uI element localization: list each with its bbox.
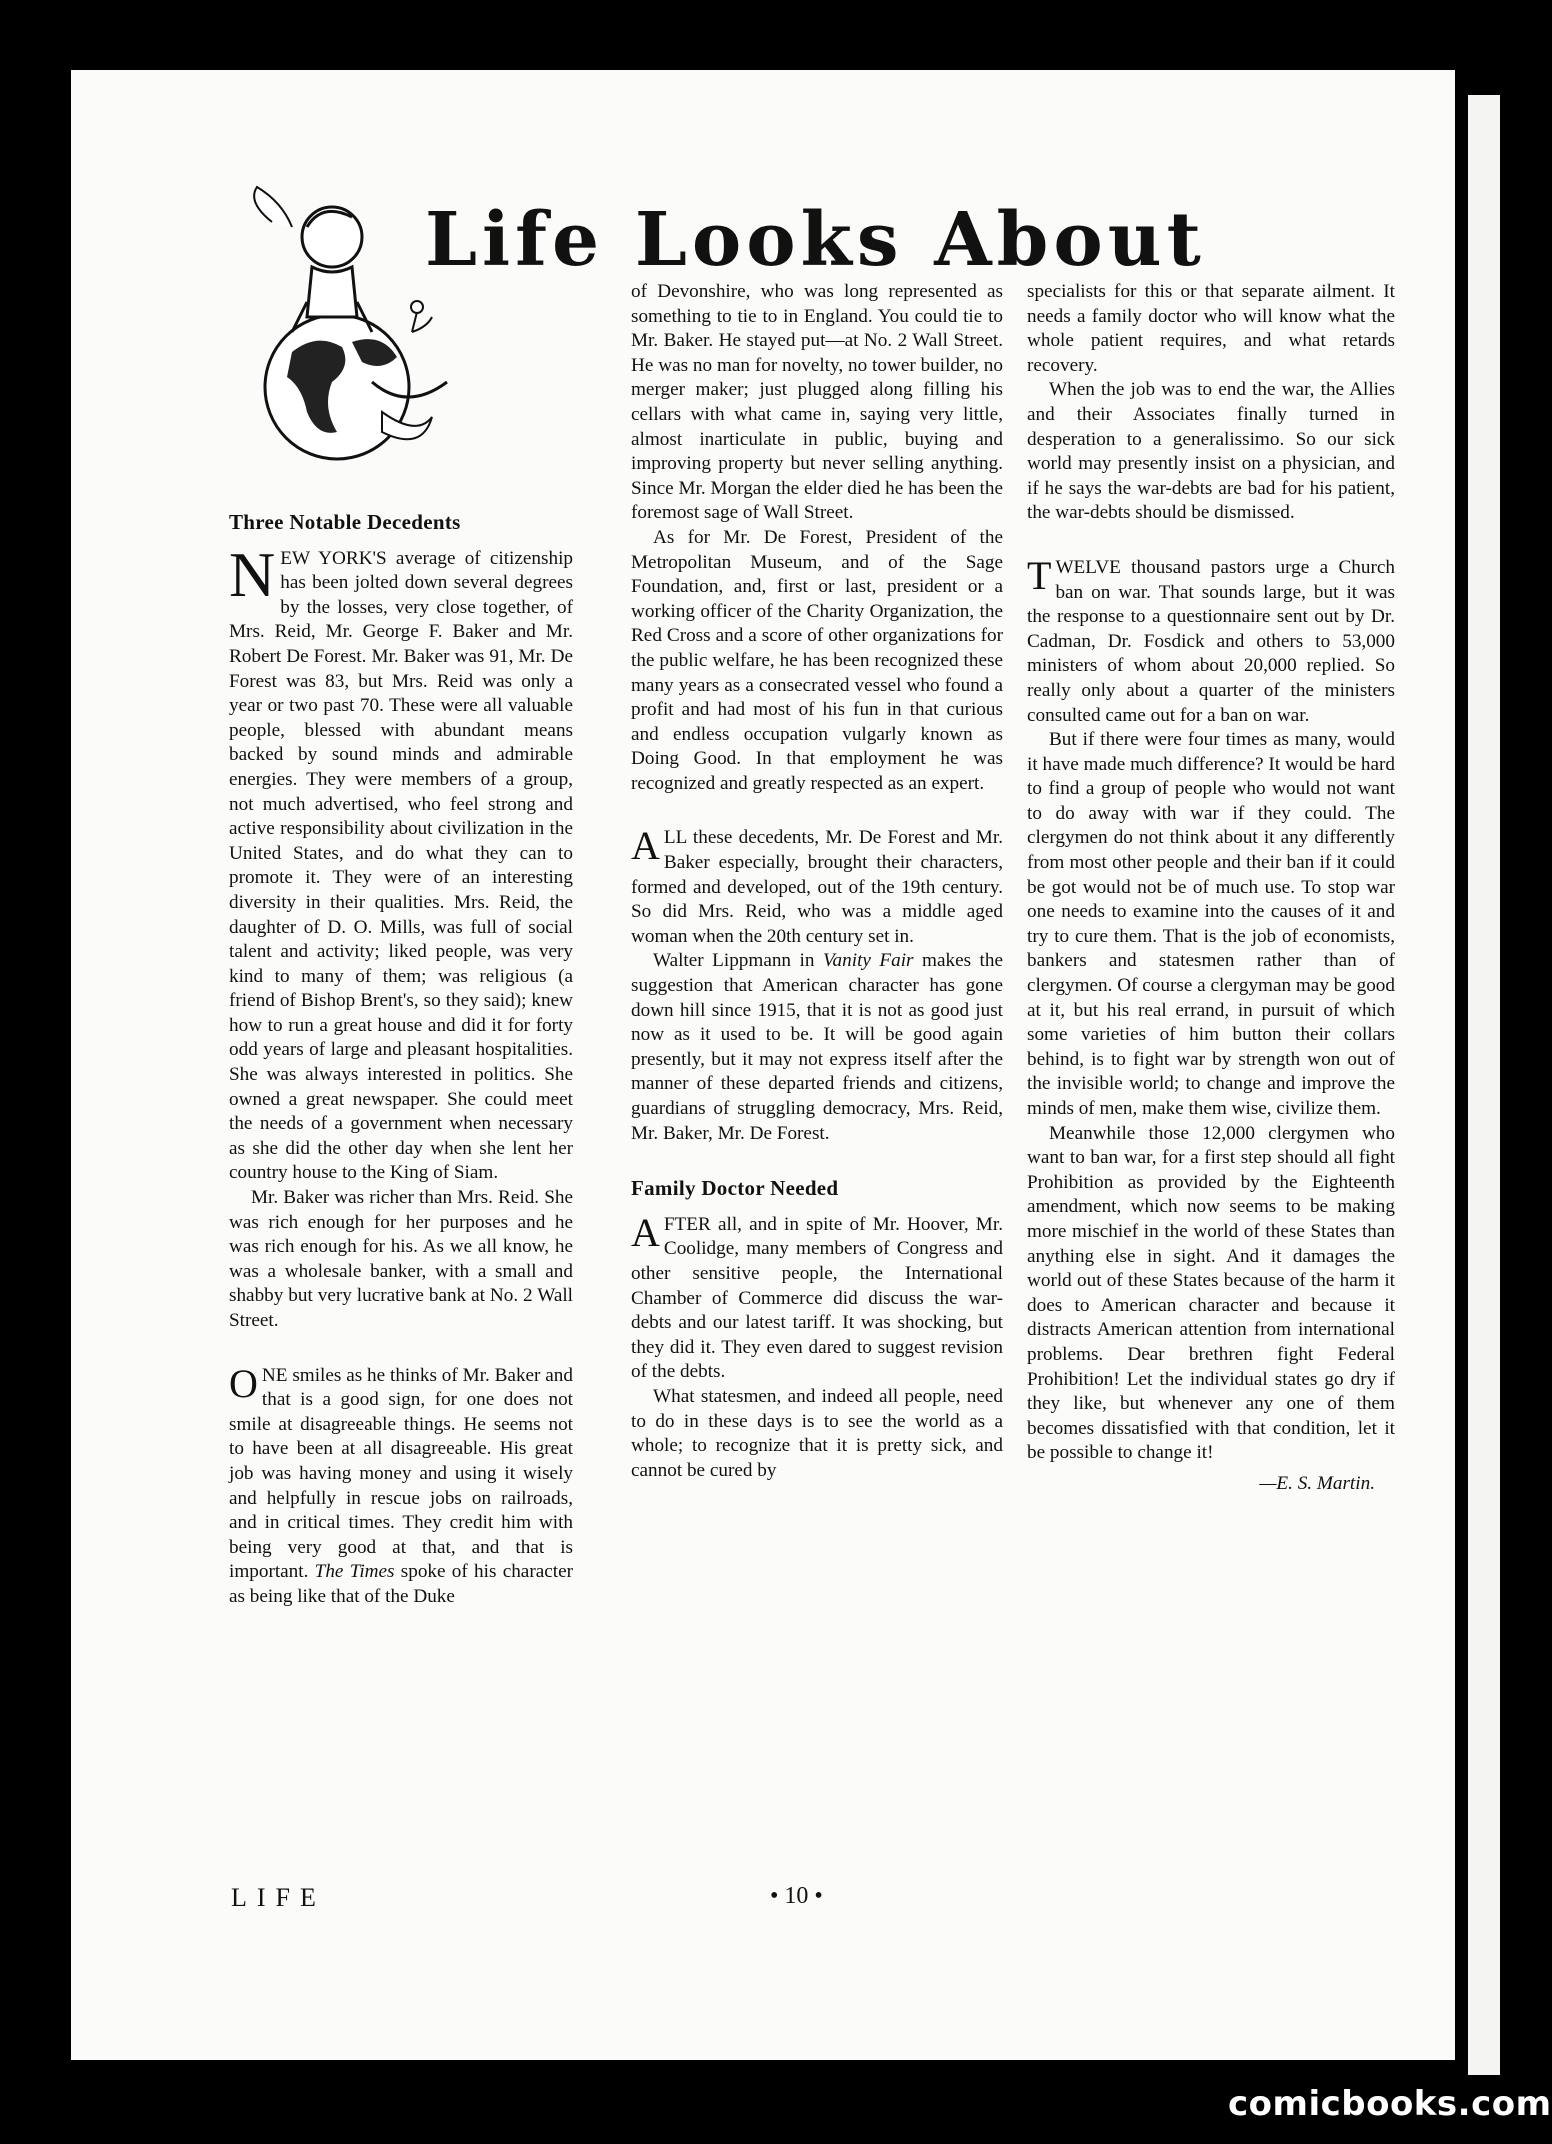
paragraph: Mr. Baker was richer than Mrs. Reid. She was rich enough for her purposes and he was rich enough for his. As we all know, he was a wholesale banker, with a small and shabby but very lucrative bank at No. 2 Wall Street. bbox=[229, 1187, 573, 1331]
drop-cap: O bbox=[229, 1360, 258, 1406]
paragraph bbox=[229, 1360, 573, 1610]
cherub-globe-illustration bbox=[232, 182, 457, 472]
column-2 bbox=[631, 280, 1003, 1483]
paragraph: of Devonshire, who was long represented as something to tie to in England. You could tie to Mr. Baker. He stayed put—at No. 2 Wall Street. He was no man for novelty, no tower builder, no merger maker; just plugged along filling his cellars with what came in, saying very little, almost inarticulate in public, buying and improving property but never selling anything. Since Mr. Morgan the elder died he has been the foremost sage of Wall Street. bbox=[631, 281, 1003, 524]
paragraph-text: LL these decedents, Mr. De Forest and Mr. Baker especially, brought their characters, formed and developed, out of the 19th century. So did Mrs. Reid, who was a middle aged woman when the 20th century set in. bbox=[631, 827, 1003, 947]
drop-cap: N bbox=[229, 538, 276, 610]
paragraph-text: spoke of his character as being like that of the Duke bbox=[229, 1561, 573, 1607]
paragraph-text: Walter Lippmann in bbox=[653, 950, 815, 972]
paragraph bbox=[631, 823, 1003, 949]
author-signature: —E. S. Martin. bbox=[1259, 1472, 1375, 1494]
paragraph bbox=[631, 949, 1003, 1146]
drop-cap: T bbox=[1027, 552, 1052, 598]
facing-page-edge bbox=[1468, 95, 1500, 2075]
drop-cap: A bbox=[631, 1209, 660, 1255]
source-watermark: comicbooks.com bbox=[1228, 2084, 1552, 2124]
paragraph: What statesmen, and indeed all people, need to do in these days is to see the world as a whole; to recognize that it is pretty sick, and cannot be cured by bbox=[631, 1385, 1003, 1481]
paragraph bbox=[631, 1209, 1003, 1385]
masthead-title: Life Looks About bbox=[425, 197, 1206, 283]
heading-family-doctor-needed: Family Doctor Needed bbox=[631, 1176, 839, 1201]
heading-three-notable-decedents: Three Notable Decedents bbox=[229, 510, 461, 534]
column-1 bbox=[229, 510, 573, 1610]
footer-magazine-name: LIFE bbox=[231, 1883, 326, 1912]
paragraph-text: makes the suggestion that American character has gone down hill since 1915, that it is not as good just now as it used to be. It will be good again presently, but it may not express itself after the manner of these departed friends and citizens, guardians of struggling democracy, Mrs. Reid, Mr. Baker, Mr. De Forest. bbox=[631, 950, 1003, 1144]
paragraph-text: NE smiles as he thinks of Mr. Baker and that is a good sign, for one does not smile at disagreeable things. He seems not to have been at all disagreeable. His great job was having money and using it wisely and helpfully in rescue jobs on railroads, and in critical times. They credit him with being very good at that, and that is important. bbox=[229, 1364, 573, 1583]
italic-title: The Times bbox=[314, 1561, 395, 1583]
drop-cap: A bbox=[631, 823, 660, 869]
paragraph: Meanwhile those 12,000 clergymen who want to ban war, for a first step should all fight Prohibition as provided by the Eighteenth amendment, which now seems to be making more mischief in the world of these States than anything else in sight. And it damages the world out of these States because of the harm it does to American character and because it distracts American attention from international problems. Dear brethren fight Federal Prohibition! Let the individual states go dry if they like, but whenever any one of them becomes dissatisfied with that condition, let it be possible to change it! bbox=[1027, 1122, 1395, 1464]
paragraph: specialists for this or that separate ailment. It needs a family doctor who will know what the whole patient requires, and what retards recovery. bbox=[1027, 281, 1395, 376]
paragraph-text: FTER all, and in spite of Mr. Hoover, Mr. Coolidge, many members of Congress and other sensitive people, the International Chamber of Commerce did discuss the war-debts and our latest tariff. It was shocking, but they did it. They even dared to suggest revision of the debts. bbox=[631, 1213, 1003, 1383]
paragraph: When the job was to end the war, the Allies and their Associates finally turned in desperation to a generalissimo. So our sick world may presently insist on a physician, and if he says the war-debts are bad for his patient, the war-debts should be dismissed. bbox=[1027, 379, 1395, 524]
paragraph bbox=[229, 538, 573, 1186]
paragraph: But if there were four times as many, would it have made much difference? It would be hard to find a group of people who would not want to do away with war if they could. The clergymen do not think about it any differently from most other people and their ban if it could be got would not be of much use. To stop war one needs to examine into the causes of it and try to cure them. That is the job of economists, bankers and statesmen rather than of clergymen. Of course a clergyman may be good at it, but his real errand, in pursuit of which some varieties of him button their collars behind, is to fight war by strength won out of the invisible world; to change and improve the minds of men, make them wise, civilize them. bbox=[1027, 729, 1395, 1119]
paragraph: As for Mr. De Forest, President of the Metropolitan Museum, and of the Sage Foundation, and, first or last, president or a working officer of the Charity Organization, the Red Cross and a score of other organizations for the public welfare, he has been recognized these many years as a consecrated vessel who found a profit and had most of his fun in that curious and endless occupation vulgarly known as Doing Good. In that employment he was recognized and greatly respected as an expert. bbox=[631, 526, 1003, 794]
italic-title: Vanity Fair bbox=[822, 950, 914, 972]
footer-page-number: • 10 • bbox=[770, 1883, 823, 1909]
paragraph bbox=[1027, 552, 1395, 728]
paragraph-text: EW YORK'S average of citizenship has been jolted down several degrees by the losses, very close together, of Mrs. Reid, Mr. George F. Baker and Mr. Robert De Forest. Mr. Baker was 91, Mr. De Forest was 83, but Mrs. Reid was only a year or two past 70. These were all valuable people, blessed with abundant means backed by sound minds and admirable energies. They were members of a group, not much advertised, who feel strong and active responsibility about civilization in the United States, and do what they can to promote it. They were of an interesting diversity in their qualities. Mrs. Reid, the daughter of D. O. Mills, was full of social talent and activity; liked people, was very kind to many of them; was religious (a friend of Bishop Brent's, so they said); knew how to run a great house and did it for forty odd years of large and pleasant hospitalities. She was always interested in politics. She owned a great newspaper. She could meet the needs of a government when necessary as she did the other day when she lent her country house to the King of Siam. bbox=[229, 547, 573, 1184]
paragraph-text: WELVE thousand pastors urge a Church ban on war. That sounds large, but it was the response to a questionnaire sent out by Dr. Cadman, Dr. Fosdick and others to 53,000 ministers of whom about 20,000 replied. So really only about a quarter of the ministers consulted came out for a ban on war. bbox=[1027, 556, 1395, 726]
column-3 bbox=[1027, 280, 1395, 1497]
